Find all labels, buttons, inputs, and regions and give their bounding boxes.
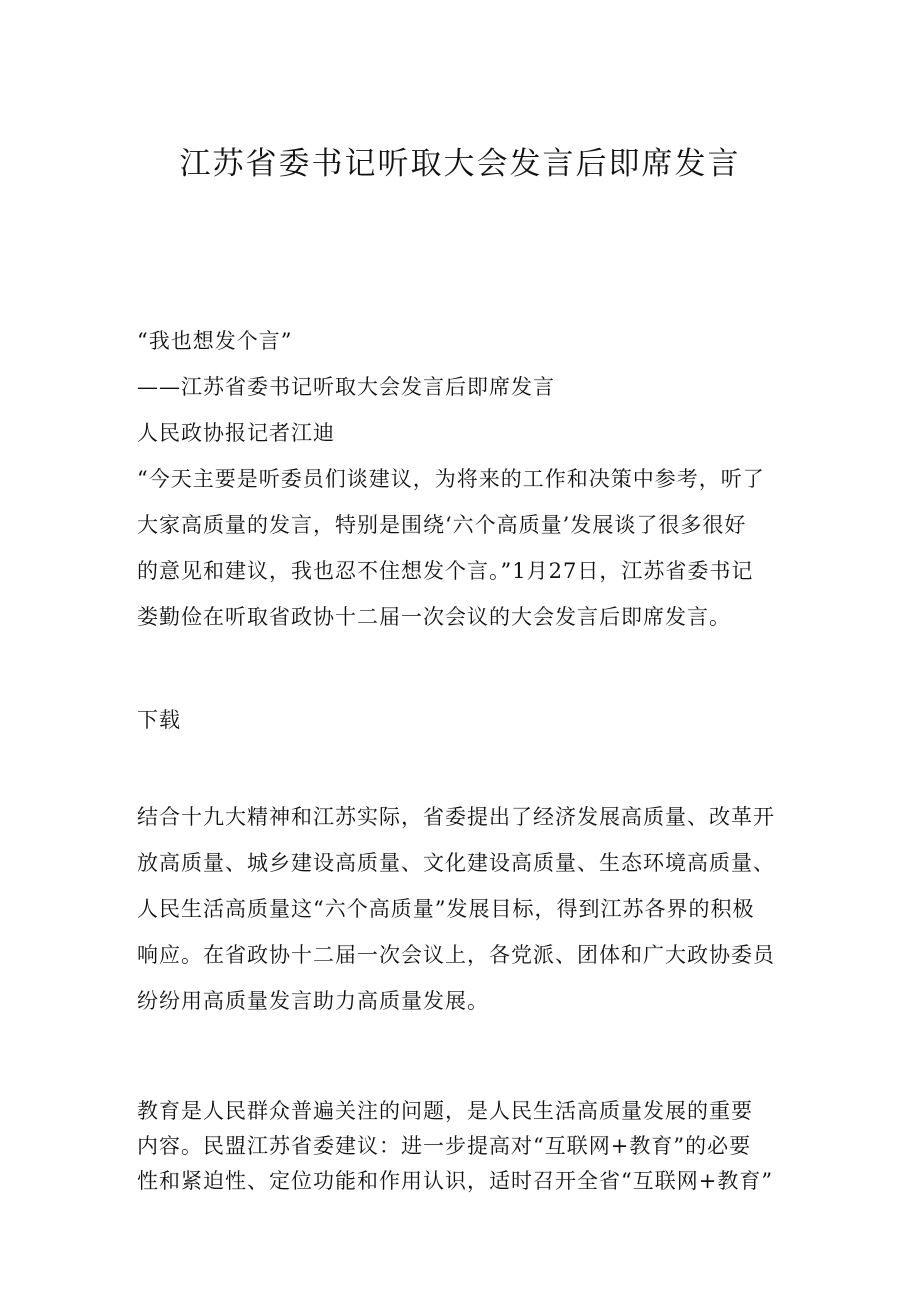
paragraph-3 [137, 1094, 797, 1199]
paragraph-line: 结合十九大精神和江苏实际，省委提出了经济发展高质量、改革开 [137, 805, 775, 829]
paragraph-line: 性和紧迫性、定位功能和作用认识，适时召开全省“互联网+教育” [137, 1169, 774, 1193]
paragraph-1 [137, 456, 797, 640]
subtitle-line: ——江苏省委书记听取大会发言后即席发言 [137, 375, 555, 399]
paragraph-line: 放高质量、城乡建设高质量、文化建设高质量、生态环境高质量、 [137, 851, 775, 875]
paragraph-line: 纷纷用高质量发言助力高质量发展。 [137, 989, 489, 1013]
paragraph-line: 响应。在省政协十二届一次会议上，各党派、团体和广大政协委员 [137, 943, 775, 967]
document-title: 江苏省委书记听取大会发言后即席发言 [179, 146, 741, 182]
download-section [137, 697, 797, 743]
paragraph-line: 大家高质量的发言，特别是围绕‘六个高质量’发展谈了很多很好 [137, 513, 747, 537]
paragraph-line: 内容。民盟江苏省委建议：进一步提高对“互联网+教育”的必要 [137, 1134, 752, 1158]
paragraph-line: “今天主要是听委员们谈建议，为将来的工作和决策中参考，听了 [137, 467, 765, 491]
paragraph-line: 教育是人民群众普遍关注的问题，是人民生活高质量发展的重要 [137, 1099, 753, 1123]
byline: 人民政协报记者江迪 [137, 421, 335, 445]
header-lines [137, 318, 797, 456]
paragraph-line: 的意见和建议，我也忍不住想发个言。”1月27日，江苏省委书记 [137, 559, 754, 583]
quote-heading: “我也想发个言” [137, 329, 293, 353]
download-label: 下载 [137, 708, 181, 732]
paragraph-line: 娄勤俭在听取省政协十二届一次会议的大会发言后即席发言。 [137, 605, 731, 629]
paragraph-2 [137, 794, 797, 1024]
paragraph-line: 人民生活高质量这“六个高质量”发展目标，得到江苏各界的积极 [137, 897, 755, 921]
